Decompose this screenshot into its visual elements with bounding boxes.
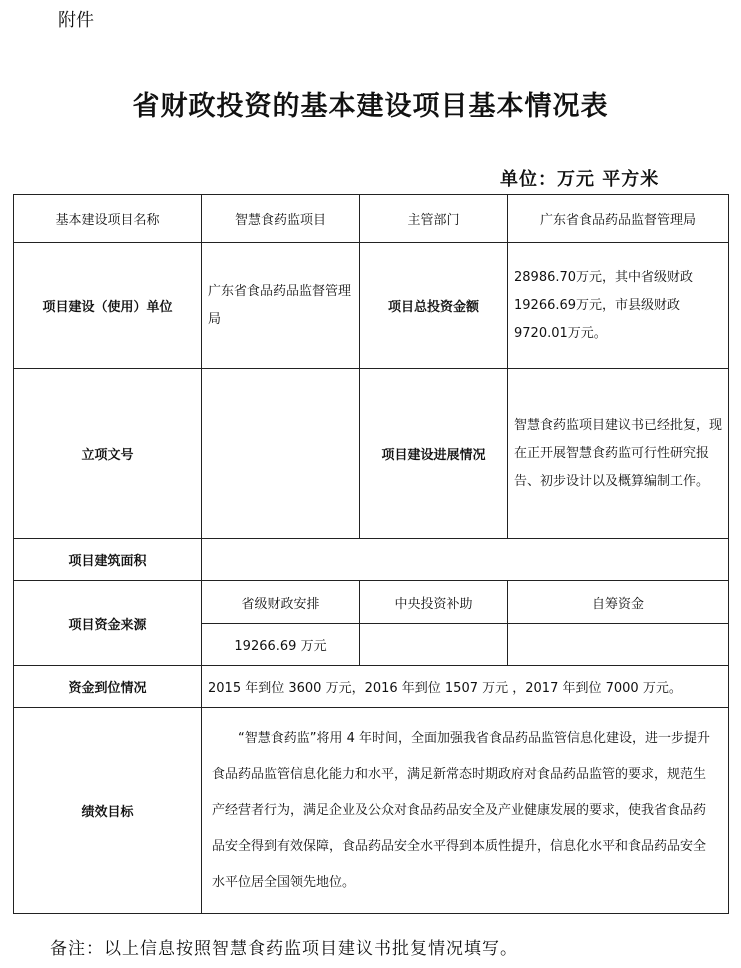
total-investment-value: 28986.70万元，其中省级财政19266.69万元，市县级财政9720.01万元。 xyxy=(508,243,729,369)
building-area-value xyxy=(202,539,729,581)
table-row xyxy=(14,666,729,708)
unit-label: 单位：万元 平方米 xyxy=(500,169,660,190)
project-info-table xyxy=(13,194,729,914)
project-name-value: 智慧食药监项目 xyxy=(202,195,360,243)
progress-value: 智慧食药监项目建议书已经批复，现在正开展智慧食药监可行性研究报告、初步设计以及概算编制工作。 xyxy=(508,369,729,539)
progress-label: 项目建设进展情况 xyxy=(360,369,508,539)
performance-goal-label: 绩效目标 xyxy=(14,708,202,914)
project-name-label: 基本建设项目名称 xyxy=(14,195,202,243)
table-row xyxy=(14,195,729,243)
construction-unit-label: 项目建设（使用）单位 xyxy=(14,243,202,369)
performance-goal-value: “智慧食药监”将用 4 年时间，全面加强我省食品药品监管信息化建设，进一步提升食品药品监管信息化能力和水平，满足新常态时期政府对食品药品监管的要求，规范生产经营者行为，满足企业及公众对食品药品安全及产业健康发展的要求，使我省食品药品安全得到有效保障，食品药品安全水平得到本质性提升，信息化水平和食品药品安全水平位居全国领先地位。 xyxy=(202,708,729,914)
self-funding-label: 自筹资金 xyxy=(508,581,729,624)
table-row xyxy=(14,243,729,369)
dept-value: 广东省食品药品监督管理局 xyxy=(508,195,729,243)
table-row xyxy=(14,581,729,624)
central-funding-label: 中央投资补助 xyxy=(360,581,508,624)
funds-arrival-label: 资金到位情况 xyxy=(14,666,202,708)
page-title: 省财政投资的基本建设项目基本情况表 xyxy=(132,91,609,122)
central-funding-value xyxy=(360,624,508,666)
approval-number-value xyxy=(202,369,360,539)
table-row xyxy=(14,369,729,539)
dept-label: 主管部门 xyxy=(360,195,508,243)
approval-number-label: 立项文号 xyxy=(14,369,202,539)
table-row xyxy=(14,539,729,581)
funds-arrival-value: 2015 年到位 3600 万元，2016 年到位 1507 万元 ，2017 年到位 7000 万元。 xyxy=(202,666,729,708)
provincial-funding-value: 19266.69 万元 xyxy=(202,624,360,666)
funding-source-label: 项目资金来源 xyxy=(14,581,202,666)
construction-unit-value: 广东省食品药品监督管理局 xyxy=(202,243,360,369)
attachment-label: 附件 xyxy=(58,10,94,31)
table-row xyxy=(14,708,729,914)
self-funding-value xyxy=(508,624,729,666)
footnote: 备注：以上信息按照智慧食药监项目建议书批复情况填写。 xyxy=(50,939,518,959)
provincial-funding-label: 省级财政安排 xyxy=(202,581,360,624)
building-area-label: 项目建筑面积 xyxy=(14,539,202,581)
total-investment-label: 项目总投资金额 xyxy=(360,243,508,369)
